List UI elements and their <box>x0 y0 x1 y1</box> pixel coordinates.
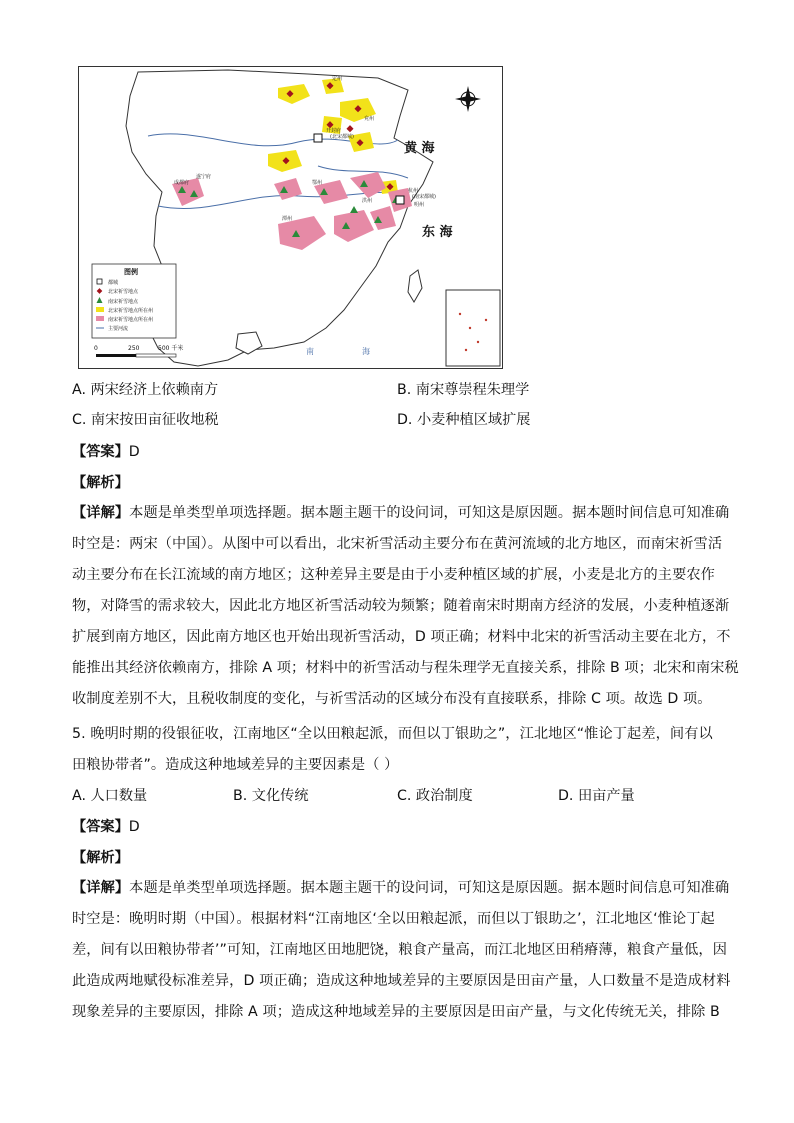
q5-option-a: A. 人口数量 <box>72 788 148 804</box>
capital-kaifeng <box>314 134 322 142</box>
answer-value: D <box>128 819 140 835</box>
sea-label-yellow: 黄 海 <box>404 141 435 156</box>
song-snow-prayer-map <box>78 66 503 369</box>
q5-question-line: 田粮协带者”。造成这种地域差异的主要因素是（ ） <box>72 757 399 773</box>
q5-option-c: C. 政治制度 <box>397 788 473 804</box>
sea-label-east: 东 海 <box>422 225 453 240</box>
q5-analysis-tag: 【解析】 <box>72 850 129 866</box>
q5-answer <box>72 816 140 836</box>
q4-detail-line: 动主要分布在长江流域的南方地区；这种差异主要是由于小麦种植区域的扩展，小麦是北方的主要农作 <box>72 567 715 583</box>
scale-label: 0 <box>94 345 98 352</box>
place-label: (北宋都城) <box>330 134 354 140</box>
q5-detail-line: 现象差异的主要原因，排除 A 项；造成这种地域差异的主要原因是田亩产量，与文化传统无关，排除 B <box>72 1004 720 1020</box>
place-label: 鄂州 <box>312 180 323 186</box>
q5-question-line: 5. 晚明时期的役银征收，江南地区“全以田粮起派，而但以丁银助之”，江北地区“惟论丁起差，间有以 <box>72 726 713 742</box>
legend-item: 都城 <box>108 280 119 286</box>
capital-hangzhou <box>396 196 404 204</box>
detail-tag: 【详解】 <box>72 880 130 896</box>
legend-item: 南宋祈雪地点 <box>108 299 139 305</box>
place-label: (南宋都城) <box>412 194 436 200</box>
q4-answer <box>72 441 140 461</box>
legend-item: 南宋祈雪地点所在州 <box>108 317 154 323</box>
south-sea-inset <box>446 290 500 366</box>
q5-option-b: B. 文化传统 <box>233 788 309 804</box>
q4-detail-line: 时空是：两宋（中国）。从图中可以看出，北宋祈雪活动主要分布在黄河流域的北方地区，而南宋祈雪活 <box>72 536 723 552</box>
q4-analysis-tag: 【解析】 <box>72 475 129 491</box>
q4-option-a: A. 两宋经济上依赖南方 <box>72 382 219 398</box>
legend-item: 北宋祈雪地点 <box>108 289 139 295</box>
q5-detail-line: 差，间有以田粮协带者’”可知，江南地区田地肥饶，粮食产量高，而江北地区田稍瘠薄，粮食产量低，因 <box>72 942 728 958</box>
place-label: 开封府 <box>326 128 342 134</box>
legend-item: 主要河流 <box>108 326 129 332</box>
q4-detail-line: 扩展到南方地区，因此南方地区也开始出现祈雪活动，D 项正确；材料中北宋的祈雪活动主要在北方，不 <box>72 629 731 645</box>
legend-title: 图例 <box>124 268 138 276</box>
place-label: 兖州 <box>364 116 375 122</box>
q5-detail-line: 时空是：晚明时期（中国）。根据材料“江南地区‘全以田粮起派，而但以丁银助之’，江北地区‘惟论丁起 <box>72 911 715 927</box>
q5-detail-line: 【详解】本题是单类型单项选择题。据本题主题干的设问词，可知这是原因题。据本题时间信息可知准确 <box>72 880 730 896</box>
q4-detail-line: 【详解】本题是单类型单项选择题。据本题主题干的设问词，可知这是原因题。据本题时间信息可知准确 <box>72 505 730 521</box>
sea-label-south-2: 海 <box>362 347 370 356</box>
place-label: 明州 <box>414 202 425 208</box>
answer-value: D <box>128 444 140 460</box>
place-label: 潭州 <box>282 216 293 222</box>
scale-label: 500 千米 <box>158 345 184 352</box>
place-label: 定州 <box>332 76 343 82</box>
place-label: 成都府 <box>174 180 190 186</box>
detail-tag: 【详解】 <box>72 505 130 521</box>
q5-option-d: D. 田亩产量 <box>558 788 635 804</box>
q4-option-b: B. 南宋尊崇程朱理学 <box>397 382 530 398</box>
answer-tag: 【答案】 <box>72 819 129 835</box>
legend-item: 北宋祈雪地点所在州 <box>108 308 154 314</box>
q4-option-d: D. 小麦种植区域扩展 <box>397 412 531 428</box>
q5-detail-line: 此造成两地赋役标准差异，D 项正确；造成这种地域差异的主要原因是田亩产量，人口数量不是造成材料 <box>72 973 731 989</box>
q4-detail-line: 收制度差别不大，且税收制度的变化，与祈雪活动的区域分布没有直接联系，排除 C 项。故选 D 项。 <box>72 691 712 707</box>
sea-label-south: 南 <box>306 347 314 356</box>
q4-detail-line: 能推出其经济依赖南方，排除 A 项；材料中的祈雪活动与程朱理学无直接关系，排除 B 项；北宋和南宋税 <box>72 660 739 676</box>
map-legend <box>92 264 176 338</box>
scale-label: 250 <box>128 345 140 352</box>
q4-detail-line: 物，对降雪的需求较大，因此北方地区祈雪活动较为频繁；随着南宋时期南方经济的发展，小麦种植逐渐 <box>72 598 730 614</box>
answer-tag: 【答案】 <box>72 444 129 460</box>
place-label: 杭州 <box>408 188 419 194</box>
place-label: 遂宁府 <box>196 174 212 180</box>
place-label: 洪州 <box>362 198 373 204</box>
q4-option-c: C. 南宋按田亩征收地税 <box>72 412 219 428</box>
